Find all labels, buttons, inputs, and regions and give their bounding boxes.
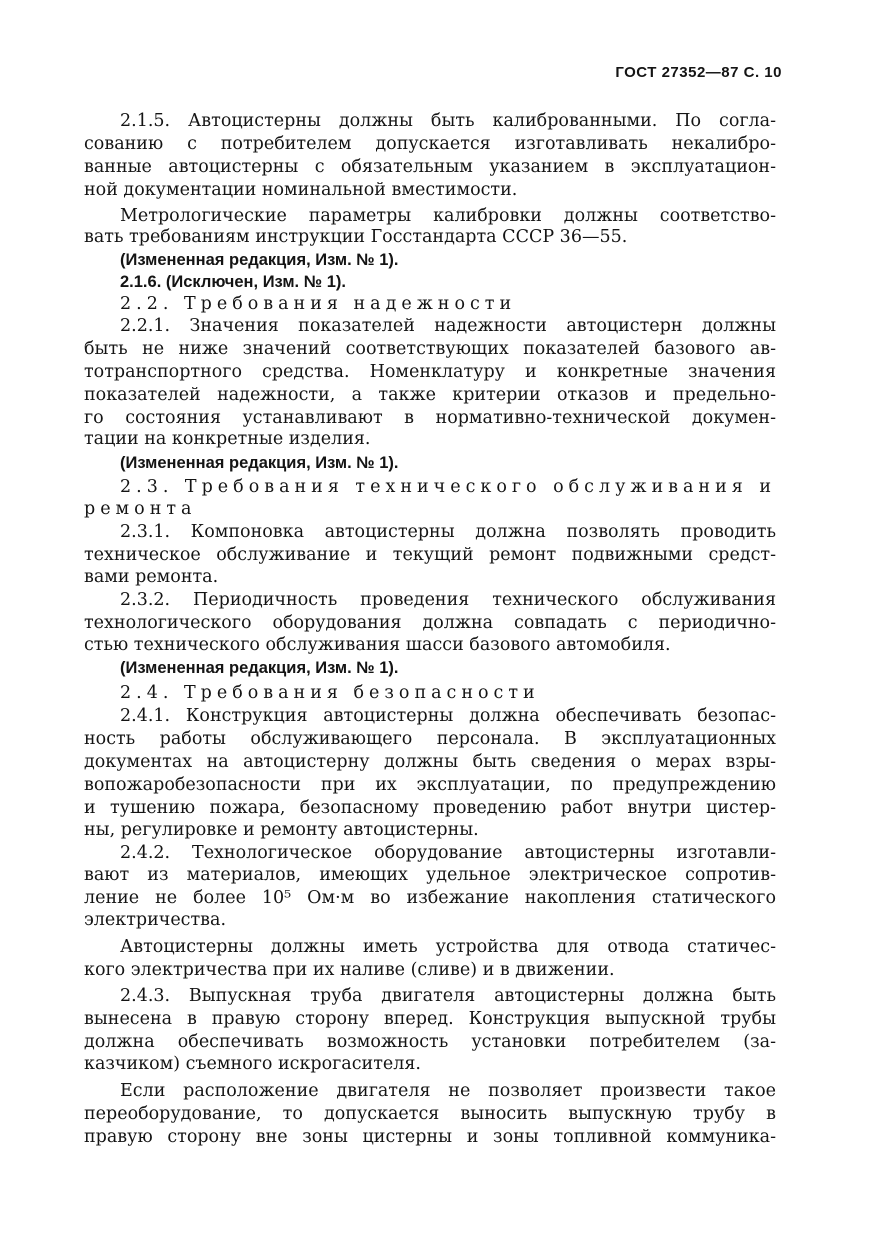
text-line: ванные автоцистерны с обязательным указанием в эксплуатацион- <box>84 157 776 177</box>
text-line: вами ремонта. <box>84 567 219 587</box>
text-line: казчиком) съемного искрогасителя. <box>84 1054 421 1074</box>
text-line: техническое обслуживание и текущий ремонт подвижными средст- <box>84 545 776 565</box>
text-line: технологического оборудования должна совпадать с периодично- <box>84 613 776 633</box>
page-header: ГОСТ 27352—87 С. 10 <box>615 64 782 81</box>
text-line: кого электричества при их наливе (сливе) и в движении. <box>84 960 615 980</box>
text-line: 2.3.1. Компоновка автоцистерны должна позволять проводить <box>120 522 776 542</box>
text-line: го состояния устанавливают в нормативно-технической докумен- <box>84 408 776 428</box>
text-line: и тушению пожара, безопасному проведению работ внутри цистер- <box>84 798 776 818</box>
text-line: электричества. <box>84 910 227 930</box>
text-line: документах на автоцистерну должны быть сведения о мерах взры- <box>84 752 776 772</box>
text-line: ление не более 10⁵ Ом·м во избежание накопления статического <box>84 888 776 908</box>
text-line: тотранспортного средства. Номенклатуру и конкретные значения <box>84 362 776 382</box>
amendment-note: (Измененная редакция, Изм. № 1). <box>120 659 399 677</box>
text-line: должна обеспечивать возможность установки потребителем (за- <box>84 1032 776 1052</box>
section-heading: 2.4. Требования безопасности <box>120 683 540 703</box>
text-line: стью технического обслуживания шасси базового автомобиля. <box>84 635 671 655</box>
text-line: сованию с потребителем допускается изготавливать некалибро- <box>84 134 776 154</box>
text-line: ной документации номинальной вместимости. <box>84 180 518 200</box>
text-line: ность работы обслуживающего персонала. В эксплуатационных <box>84 729 776 749</box>
text-line: ны, регулировке и ремонту автоцистерны. <box>84 820 479 840</box>
amendment-note: (Измененная редакция, Изм. № 1). <box>120 251 399 269</box>
text-line: показателей надежности, а также критерии отказов и предельно- <box>84 385 776 405</box>
text-line: тации на конкретные изделия. <box>84 429 371 449</box>
text-line: вопожаробезопасности при их эксплуатации, по предупреждению <box>84 775 776 795</box>
text-line: вают из материалов, имеющих удельное электрическое сопротив- <box>84 865 776 885</box>
text-line: 2.1.5. Автоцистерны должны быть калиброванными. По согла- <box>120 111 776 131</box>
text-line: 2.4.3. Выпускная труба двигателя автоцистерны должна быть <box>120 986 776 1006</box>
section-heading: 2.2. Требования надежности <box>120 294 517 314</box>
text-line: 2.4.2. Технологическое оборудование автоцистерны изготавли- <box>120 843 776 863</box>
text-line: вынесена в правую сторону вперед. Конструкция выпускной трубы <box>84 1009 776 1029</box>
section-heading: 2.3. Требования технического обслуживания и <box>120 477 776 497</box>
text-line: 2.4.1. Конструкция автоцистерны должна обеспечивать безопас- <box>120 706 776 726</box>
text-line: быть не ниже значений соответствующих показателей базового ав- <box>84 339 776 359</box>
text-line: Метрологические параметры калибровки должны соответство- <box>120 206 776 226</box>
text-line: переоборудование, то допускается выносить выпускную трубу в <box>84 1104 776 1124</box>
text-line: 2.2.1. Значения показателей надежности автоцистерн должны <box>120 316 776 336</box>
text-line: Автоцистерны должны иметь устройства для отвода статичес- <box>120 937 776 957</box>
text-line: Если расположение двигателя не позволяет произвести такое <box>120 1081 776 1101</box>
text-line: правую сторону вне зоны цистерны и зоны топливной коммуника- <box>84 1127 776 1147</box>
amendment-note: 2.1.6. (Исключен, Изм. № 1). <box>120 273 346 291</box>
text-line: вать требованиям инструкции Госстандарта СССР 36—55. <box>84 227 628 247</box>
amendment-note: (Измененная редакция, Изм. № 1). <box>120 454 399 472</box>
text-line: 2.3.2. Периодичность проведения технического обслуживания <box>120 590 776 610</box>
section-heading: ремонта <box>84 499 197 519</box>
